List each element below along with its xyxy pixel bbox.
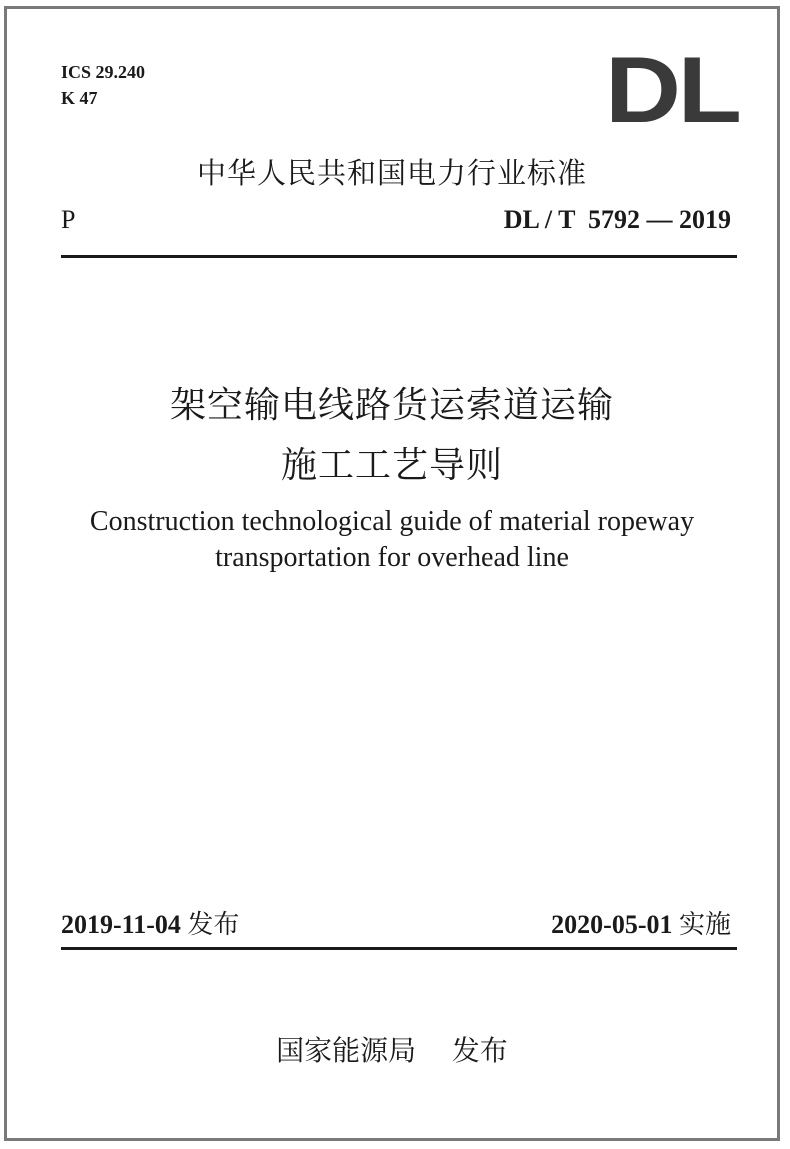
implementation-date-value: 2020-05-01: [551, 910, 673, 939]
publisher-action: 发布: [451, 1034, 508, 1067]
standard-number: DL / T 5792 — 2019: [503, 205, 731, 234]
implementation-date-label: 实施: [678, 910, 731, 940]
issue-date-label: 发布: [187, 910, 240, 940]
publisher: [7, 1029, 777, 1069]
industry-standard-title: 中华人民共和国电力行业标准: [196, 156, 587, 190]
document-title-zh-line1: 架空输电线路货运索道运输: [169, 385, 614, 426]
issue-date: [61, 904, 239, 941]
publisher-name: 国家能源局: [276, 1034, 417, 1067]
ics-code: ICS 29.240: [61, 62, 146, 82]
ccs-code: K 47: [61, 88, 98, 108]
dl-logo: DL: [605, 37, 739, 142]
implementation-date: [551, 904, 731, 941]
header-divider: [61, 255, 737, 258]
classification-codes: [61, 59, 145, 111]
document-title-zh-line2: 施工工艺导则: [280, 445, 503, 486]
footer-divider: [61, 947, 737, 950]
registration-category: P: [61, 205, 76, 234]
document-title-en-line1: Construction technological guide of material ropeway: [89, 506, 695, 537]
document-title-en-line2: transportation for overhead line: [215, 542, 569, 573]
standard-cover: [4, 6, 780, 1141]
issue-date-value: 2019-11-04: [61, 910, 181, 939]
